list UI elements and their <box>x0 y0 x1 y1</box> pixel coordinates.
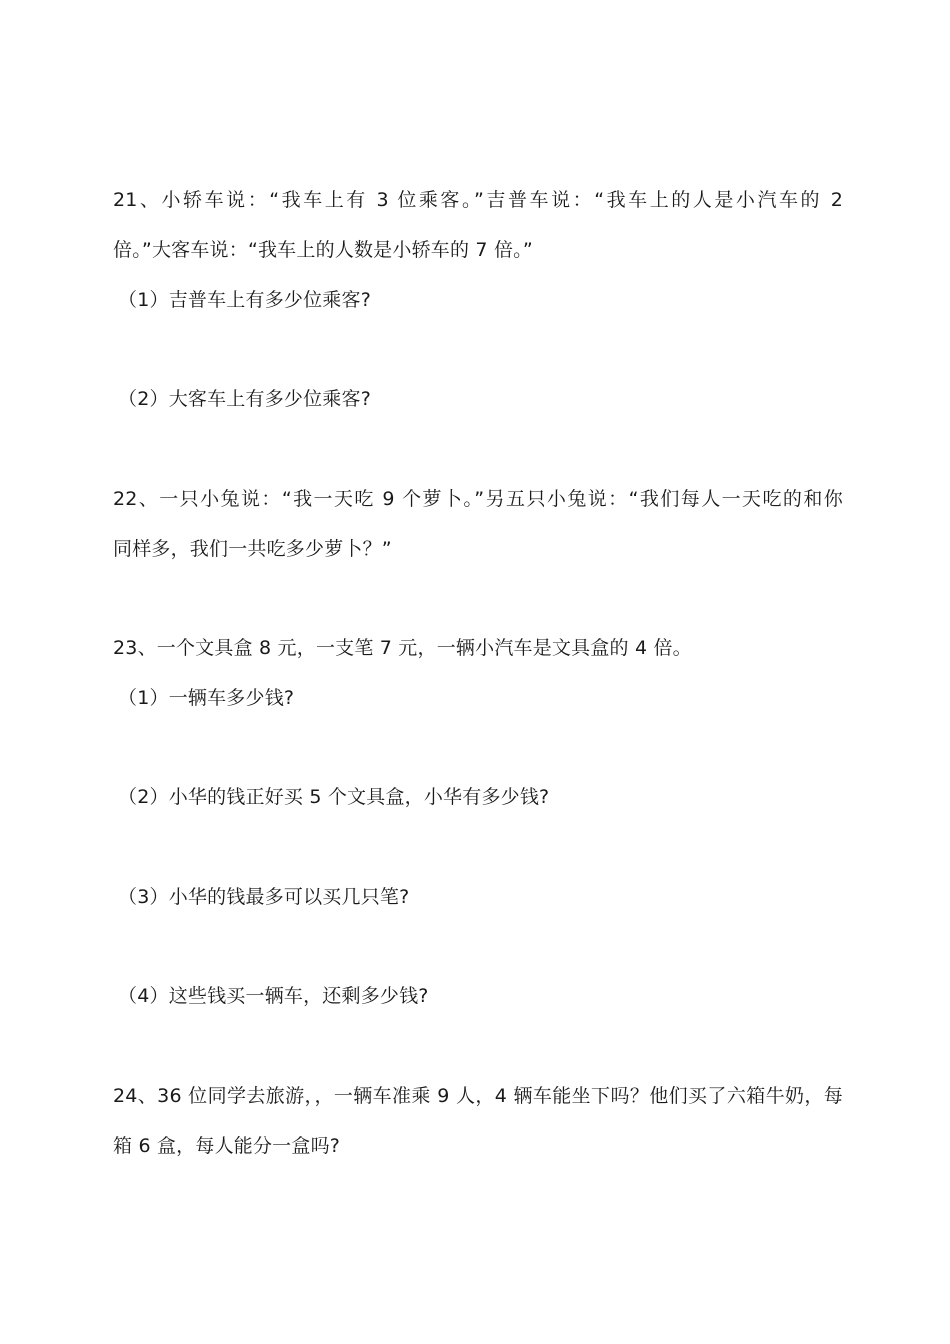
question-21-line-2: 倍。”大客车说：“我车上的人数是小轿车的 7 倍。” <box>113 239 533 261</box>
question-21-line-1: 21、小轿车说：“我车上有 3 位乘客。”吉普车说：“我车上的人是小汽车的 2 <box>113 189 843 211</box>
question-23-sub-3: （3）小华的钱最多可以买几只笔? <box>118 886 410 908</box>
question-21-sub-1: （1）吉普车上有多少位乘客? <box>118 289 371 311</box>
question-23-sub-4: （4）这些钱买一辆车，还剩多少钱? <box>118 985 429 1007</box>
question-24-line-2: 箱 6 盒，每人能分一盒吗? <box>113 1135 341 1157</box>
question-22-line-1: 22、一只小兔说：“我一天吃 9 个萝卜。”另五只小兔说：“我们每人一天吃的和你 <box>113 488 843 510</box>
question-24-line-1: 24、36 位同学去旅游，，一辆车准乘 9 人，4 辆车能坐下吗？他们买了六箱牛奶，每 <box>113 1085 843 1107</box>
question-22-line-2: 同样多，我们一共吃多少萝卜？” <box>113 538 392 560</box>
question-23-sub-2: （2）小华的钱正好买 5 个文具盒，小华有多少钱? <box>118 786 550 808</box>
question-23-sub-1: （1）一辆车多少钱? <box>118 687 295 709</box>
question-21-sub-2: （2）大客车上有多少位乘客? <box>118 388 371 410</box>
question-23-line-1: 23、一个文具盒 8 元，一支笔 7 元，一辆小汽车是文具盒的 4 倍。 <box>113 637 692 659</box>
